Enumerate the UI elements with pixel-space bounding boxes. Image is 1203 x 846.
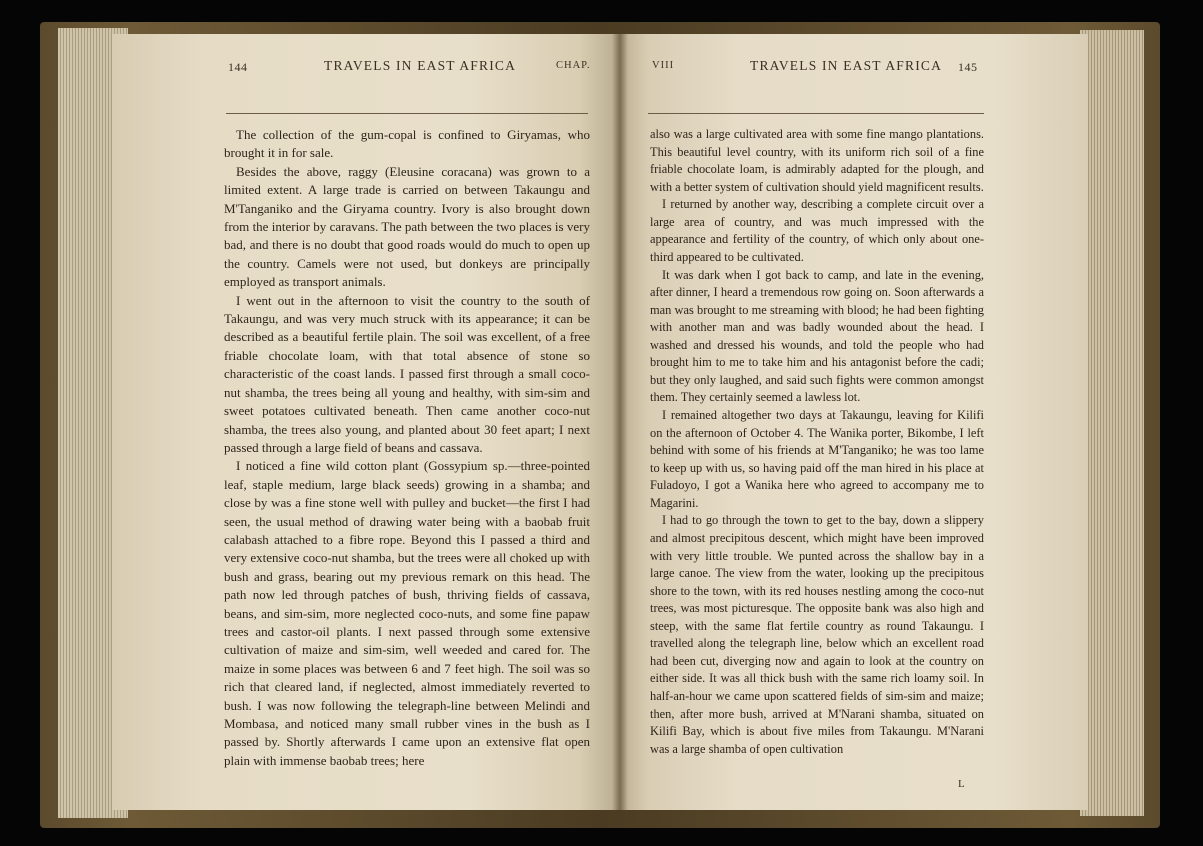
left-page-number: 144: [228, 60, 248, 74]
left-paragraph-3: I went out in the afternoon to visit the country to the south of Takaungu, and was very much struck with its appearance; it can be described as a beautiful fertile plain. The soil was excellent, of a free friable chocolate loam, with that total absence of stone so characteristic of the coast lands. I passed first through a small coco-nut shamba, the trees being all young and healthy, with sim-sim and sweet potatoes cultivated beneath. Then came another coco-nut shamba, the trees also young, and planted about 30 feet apart; I next passed through a large field of beans and cassava.: [224, 292, 590, 455]
right-paragraph-5: I had to go through the town to get to the bay, down a slippery and almost precipitous descent, which might have been improved with very little trouble. We punted across the shallow bay in a large canoe. The view from the water, looking up the precipitous shore to the town, with its red houses nestling among the coco-nut trees, was most picturesque. The opposite bank was also high and steep, with the same flat fertile country as round Takaungu. I travelled along the telegraph line, below which an excellent road had been cut, diverging now and again to look at the country on either side. It was all thick bush with the same rich loamy soil. In half-an-hour we came upon scattered fields of sim-sim and maize; then, after more bush, arrived at M'Narani shamba, situated on Kilifi Bay, which is about five miles from Takaungu. M'Narani was a large shamba of open cultivation: [650, 513, 984, 756]
left-chapter-label: CHAP.: [556, 60, 591, 71]
left-paragraph-2: Besides the above, raggy (Eleusine coracana) was grown to a limited extent. A large trade is carried on between Takaungu and M'Tanganiko and the Giryama country. Ivory is also brought down from the interior by caravans. The path between the two places is very bad, and there is no doubt that good roads would do much to open up the country. Camels were not used, but donkeys are principally employed as transport animals.: [224, 163, 590, 290]
right-header-rule: [648, 113, 984, 114]
right-body-text: [650, 126, 984, 758]
left-paragraph-4: I noticed a fine wild cotton plant (Gossypium sp.—three-pointed leaf, staple medium, large black seeds) growing in a shamba; and close by was a fine stone well with pulley and bucket—the first I had seen, the usual method of drawing water being with a baobab fruit calabash attached to a fibre rope. Beyond this I passed a third and very extensive coco-nut shamba, but the trees were all choked up with bush and grass, bearing out my previous remark on this head. The path now led through patches of bush, thriving fields of cassava, beans, and sim-sim, more neglected coco-nuts, and some fine papaw trees and castor-oil plants. I next passed through some extensive cultivation of maize and sim-sim, well weeded and cared for. The maize in some places was between 6 and 7 feet high. The soil was so rich that cleared land, if neglected, almost immediately reverted to bush. I was now following the telegraph-line between Melindi and Mombasa, and noticed many small rubber vines in the bush as I passed by. Shortly afterwards I came upon an extensive flat open plain with immense baobab trees; here: [224, 458, 590, 768]
right-paragraph-2: I returned by another way, describing a complete circuit over a large area of country, and was much impressed with the appearance and fertility of the country, of which only about one-third appeared to be cultivated.: [650, 197, 984, 264]
right-paragraph-3: It was dark when I got back to camp, and late in the evening, after dinner, I heard a tremendous row going on. Soon afterwards a man was brought to me streaming with blood; he had been fighting with another man and was badly wounded about the head. I washed and dressed his wounds, and told the people who had brought him to me to take him and his antagonist before the cadi; but they only laughed, and said such fights were common amongst them. They certainly seemed a lawless lot.: [650, 267, 984, 405]
page-edges-right: [1080, 30, 1144, 816]
book-gutter: [612, 34, 628, 810]
right-running-head: [652, 58, 982, 76]
right-chapter-label: VIII: [652, 60, 675, 71]
signature-mark: L: [958, 778, 965, 790]
left-body-text: [224, 126, 590, 770]
left-running-head: [228, 58, 591, 76]
right-paragraph-1: also was a large cultivated area with some fine mango plantations. This beautiful level country, with its uniform rich soil of a fine friable chocolate loam, is admirably adapted for the plough, and with a better system of cultivation should yield magnificent results.: [650, 127, 984, 194]
left-running-title: TRAVELS IN EAST AFRICA: [324, 58, 517, 73]
right-page-number: 145: [958, 60, 978, 74]
left-header-rule: [226, 113, 588, 114]
right-paragraph-4: I remained altogether two days at Takaungu, leaving for Kilifi on the afternoon of October 4. The Wanika porter, Bikombe, I left behind with some of his friends at M'Tanganiko; he was too lame to keep up with us, so having paid off the man hired in his place at Fuladoyo, I got a Wanika here who agreed to accompany me to Magarini.: [650, 408, 984, 510]
right-running-title: TRAVELS IN EAST AFRICA: [750, 58, 943, 73]
left-paragraph-1: The collection of the gum-copal is confined to Giryamas, who brought it in for sale.: [224, 127, 590, 161]
